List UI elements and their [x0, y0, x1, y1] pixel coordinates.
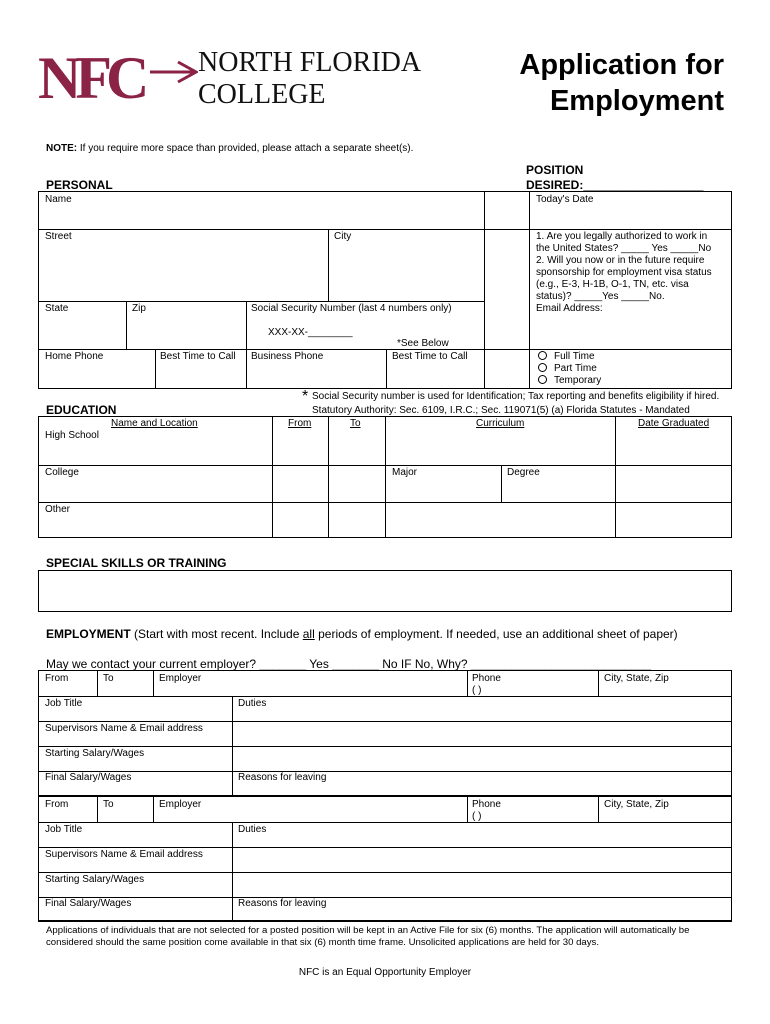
col-name-location: Name and Location: [111, 418, 198, 429]
position-desired-field[interactable]: DESIRED:__________________: [526, 178, 704, 192]
footer-note-line2: considered should the same position come available in that six (6) month time frame. Unsolicited applications are held for 30 days.: [46, 937, 599, 948]
emp2-phone-paren: ( ): [472, 811, 482, 822]
radio-icon: [538, 351, 547, 360]
auth-q2: 2. Will you now or in the future require: [536, 255, 705, 266]
emp1-city-state-zip[interactable]: City, State, Zip: [604, 673, 669, 684]
emp2-to[interactable]: To: [103, 799, 114, 810]
other-field[interactable]: Other: [45, 504, 71, 515]
emp2-final-salary[interactable]: Final Salary/Wages: [45, 898, 132, 909]
emp2-reasons[interactable]: Reasons for leaving: [238, 898, 327, 909]
emp1-phone-paren: ( ): [472, 685, 482, 696]
note-label: NOTE:: [46, 143, 78, 154]
high-school-field[interactable]: High School: [45, 430, 99, 441]
ssn-field[interactable]: Social Security Number (last 4 numbers only): [251, 303, 452, 314]
col-from: From: [288, 418, 312, 429]
ssn-note-line1: Social Security number is used for Identification; Tax reporting and benefits eligibility if hired.: [312, 391, 720, 402]
college-logo: [38, 44, 198, 106]
email-field[interactable]: Email Address:: [536, 303, 603, 314]
employment-type-options: [538, 351, 601, 387]
emp2-city-state-zip[interactable]: City, State, Zip: [604, 799, 669, 810]
personal-heading: PERSONAL: [46, 178, 113, 192]
degree-field[interactable]: Degree: [507, 467, 540, 478]
note-text: If you require more space than provided, please attach a separate sheet(s).: [79, 143, 414, 154]
footer-note-line1: Applications of individuals that are not selected for a posted position will be kept in an Active File for six (6) months. The application will automatically be: [46, 925, 690, 936]
emp1-final-salary[interactable]: Final Salary/Wages: [45, 772, 132, 783]
emp1-reasons[interactable]: Reasons for leaving: [238, 772, 327, 783]
name-field[interactable]: Name: [45, 194, 72, 205]
col-date-graduated: Date Graduated: [638, 418, 710, 429]
auth-q1: 1. Are you legally authorized to work in: [536, 231, 708, 242]
auth-q2-answer: status)? _____Yes _____No.: [536, 291, 665, 302]
emp1-duties[interactable]: Duties: [238, 698, 267, 709]
logo-letters: NFC: [38, 45, 144, 106]
education-heading: EDUCATION: [46, 403, 117, 417]
emp2-employer[interactable]: Employer: [159, 799, 202, 810]
emp1-job-title[interactable]: Job Title: [45, 698, 83, 709]
business-phone-field[interactable]: Business Phone: [251, 351, 324, 362]
col-to: To: [350, 418, 361, 429]
col-curriculum: Curriculum: [476, 418, 525, 429]
emp1-to[interactable]: To: [103, 673, 114, 684]
form-title-line2: Employment: [549, 85, 724, 117]
contact-employer-question[interactable]: May we contact your current employer? _______ Yes _______ No IF No, Why? ___________________________: [46, 657, 652, 671]
ssn-note-star: *: [302, 388, 309, 405]
radio-icon: [538, 363, 547, 372]
equal-opportunity-statement: NFC is an Equal Opportunity Employer: [298, 967, 472, 978]
nfc-logo-icon: [38, 44, 198, 106]
auth-q1-answer: the United States? _____ Yes _____No: [536, 243, 712, 254]
emp2-starting-salary[interactable]: Starting Salary/Wages: [45, 874, 145, 885]
note: [46, 143, 413, 155]
work-authorization-question[interactable]: [536, 231, 712, 303]
major-field[interactable]: Major: [392, 467, 418, 478]
form-title-line1: Application for: [519, 49, 724, 81]
temporary-option[interactable]: Temporary: [538, 375, 601, 387]
ssn-format: XXX-XX-________: [268, 327, 353, 338]
full-time-option[interactable]: Full Time: [538, 351, 601, 363]
employment-heading: EMPLOYMENT: [46, 627, 131, 641]
street-field[interactable]: Street: [45, 231, 72, 242]
emp1-starting-salary[interactable]: Starting Salary/Wages: [45, 748, 145, 759]
emp2-duties[interactable]: Duties: [238, 824, 267, 835]
position-desired-line1: POSITION: [526, 163, 584, 177]
skills-heading: SPECIAL SKILLS OR TRAINING: [46, 556, 227, 570]
zip-field[interactable]: Zip: [132, 303, 146, 314]
emp1-employer[interactable]: Employer: [159, 673, 202, 684]
emp2-phone[interactable]: Phone: [472, 799, 501, 810]
todays-date-field[interactable]: Today's Date: [536, 194, 594, 205]
auth-q2-line3: (e.g., E-3, H-1B, O-1, TN, etc. visa: [536, 279, 689, 290]
emp2-from[interactable]: From: [45, 799, 69, 810]
emp2-job-title[interactable]: Job Title: [45, 824, 83, 835]
skills-field[interactable]: [38, 570, 732, 612]
radio-icon: [538, 375, 547, 384]
college-field[interactable]: College: [45, 467, 79, 478]
ssn-note-line2: Statutory Authority: Sec. 6109, I.R.C.; Sec. 119071(5) (a) Florida Statutes - Mandated: [312, 405, 690, 416]
emp1-supervisor[interactable]: Supervisors Name & Email address: [45, 723, 203, 734]
best-time-business-field[interactable]: Best Time to Call: [392, 351, 468, 362]
state-field[interactable]: State: [45, 303, 69, 314]
college-name-line1: NORTH FLORIDA: [198, 47, 422, 78]
employment-intro: EMPLOYMENT (Start with most recent. Include all periods of employment. If needed, use an additional sheet of paper): [46, 627, 678, 641]
emp2-supervisor[interactable]: Supervisors Name & Email address: [45, 849, 203, 860]
auth-q2-line2: sponsorship for employment visa status: [536, 267, 712, 278]
see-below-note: *See Below: [397, 338, 449, 349]
emp1-from[interactable]: From: [45, 673, 69, 684]
home-phone-field[interactable]: Home Phone: [45, 351, 104, 362]
best-time-field[interactable]: Best Time to Call: [160, 351, 236, 362]
emp1-phone[interactable]: Phone: [472, 673, 501, 684]
city-field[interactable]: City: [334, 231, 352, 242]
part-time-option[interactable]: Part Time: [538, 363, 601, 375]
college-name-line2: COLLEGE: [198, 79, 326, 110]
